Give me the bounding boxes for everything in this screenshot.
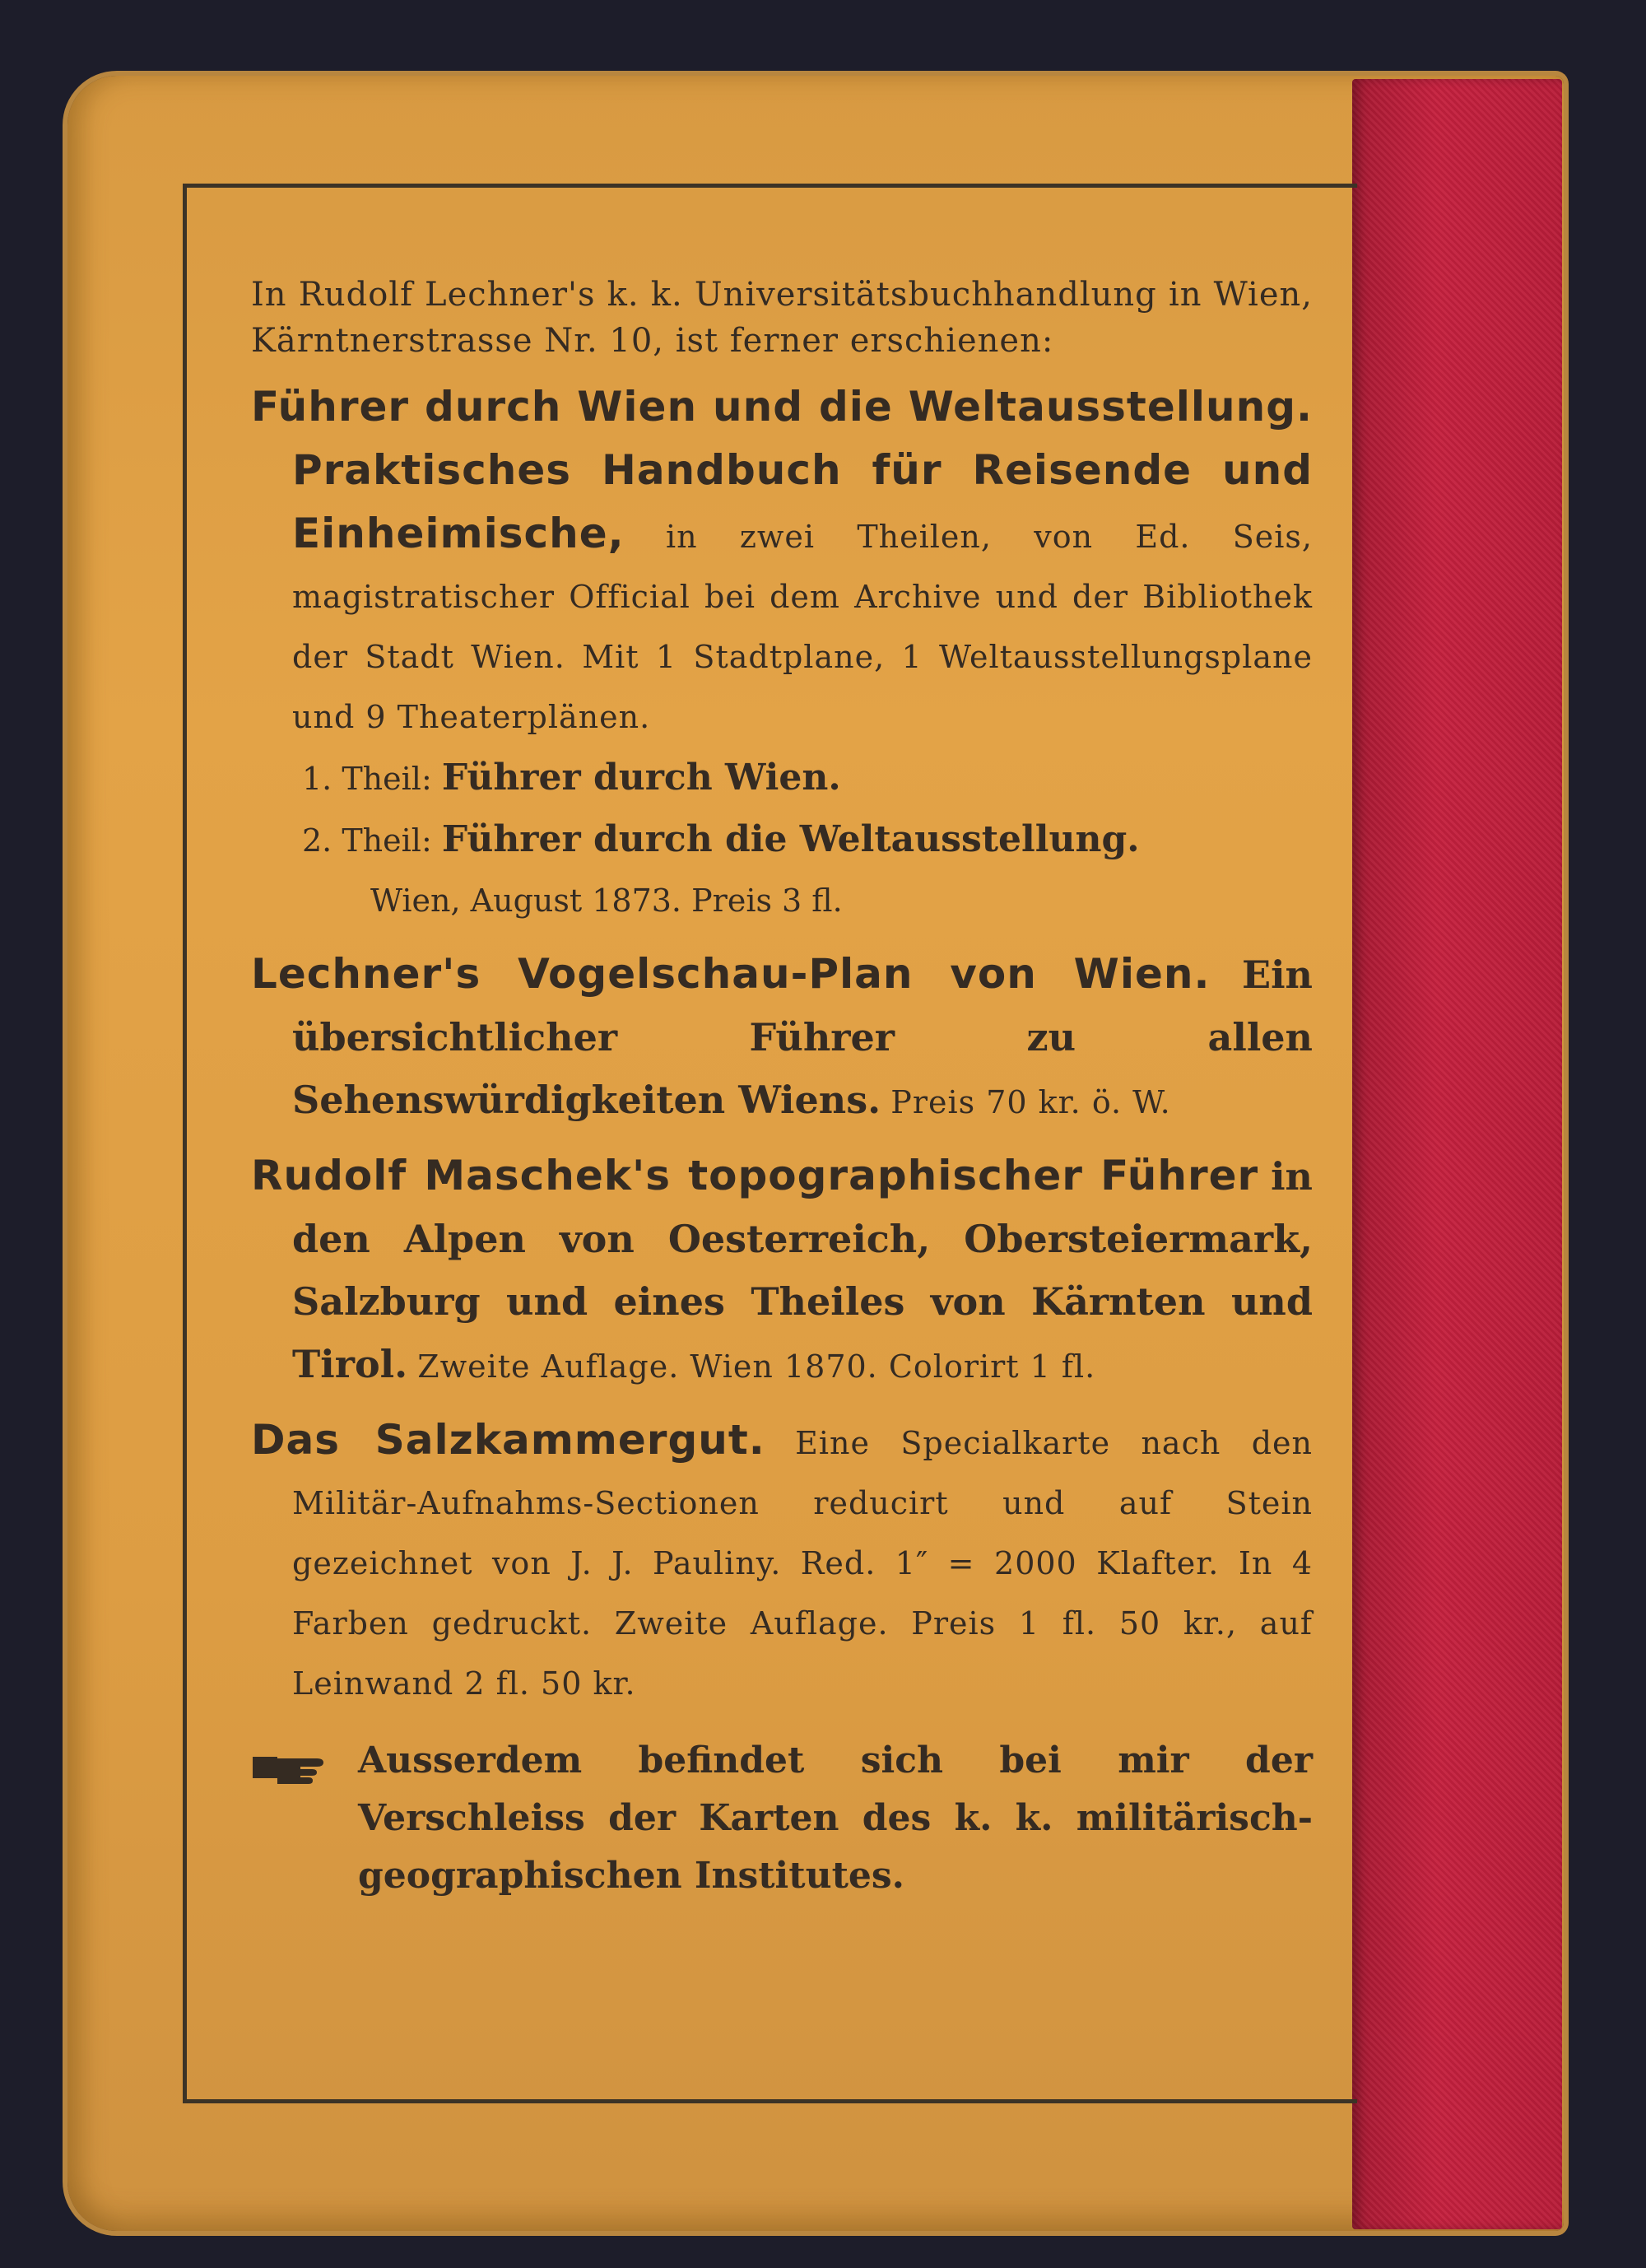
note-block: [251, 1732, 1313, 1905]
entry4-desc: Eine Specialkarte nach den Militär-Aufnahms-Sectionen reducirt und auf Stein gezeichnet von J. J. Pauliny. Red. 1″ = 2000 Klafter. In 4 Farben gedruckt. Zweite Auflage. Preis 1 fl. 50 kr., auf Leinwand 2 fl. 50 kr.: [292, 1425, 1313, 1702]
entry3-subtitle: in den Alpen von Oesterreich, Obersteiermark, Salzburg und eines Theiles von Kärnten und Tirol.: [292, 1154, 1313, 1386]
entry1-title: Führer durch Wien und die Weltausstellung. Praktisches Handbuch für Reisende und Einheimische,: [251, 383, 1313, 557]
entry1-footer: Wien, August 1873. Preis 3 fl.: [370, 883, 843, 919]
entry3-desc: Zweite Auflage. Wien 1870. Colorirt 1 fl.: [417, 1348, 1096, 1385]
entry-maschek: [251, 1146, 1313, 1397]
entry2-title: Lechner's Vogelschau-Plan von Wien.: [251, 950, 1211, 998]
entry-salzkammergut: [251, 1410, 1313, 1714]
entry2-subtitle: Ein übersichtlicher Führer zu allen Sehenswürdigkeiten Wiens.: [292, 952, 1313, 1122]
entry4-title: Das Salzkammergut.: [251, 1416, 765, 1464]
entry1-part2: 2. Theil: Führer durch die Weltausstellung.: [302, 818, 1140, 860]
intro-text: In Rudolf Lechner's k. k. Universitätsbuchhandlung in Wien, Kärntnerstrasse Nr. 10, ist ferner erschienen:: [251, 276, 1313, 360]
entry-fuehrer-wien: [251, 377, 1313, 931]
entry-vogelschau: [251, 944, 1313, 1133]
note-text: Ausserdem befindet sich bei mir der Verschleiss der Karten des k. k. militärisch-geographischen Institutes.: [358, 1739, 1313, 1897]
entry2-price: Preis 70 kr. ö. W.: [890, 1084, 1171, 1120]
entry3-title: Rudolf Maschek's topographischer Führer: [251, 1152, 1259, 1199]
cloth-spine: [1352, 79, 1562, 2229]
pointing-hand-icon: [251, 1732, 342, 1905]
entry1-desc: in zwei Theilen, von Ed. Seis, magistratischer Official bei dem Archive und der Bibliothek der Stadt Wien. Mit 1 Stadtplane, 1 Weltausstellungsplane und 9 Theaterplänen.: [292, 519, 1313, 735]
advertisement-text: [251, 272, 1313, 1905]
entry1-part1: 1. Theil: Führer durch Wien.: [302, 757, 841, 799]
